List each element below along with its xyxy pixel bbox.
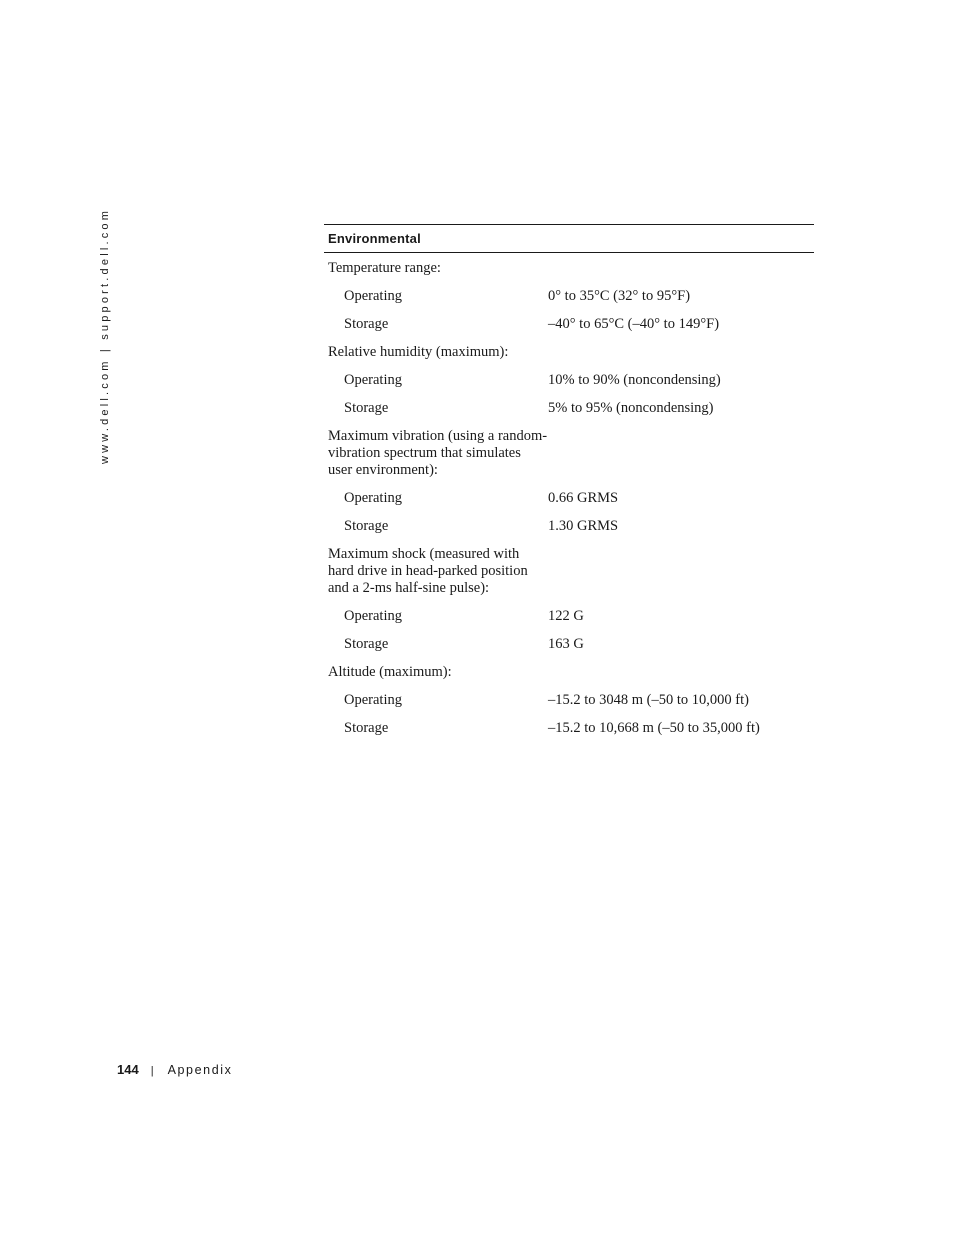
section-name: Appendix bbox=[167, 1063, 233, 1077]
table-row-humidity bbox=[324, 344, 814, 372]
page-number: 144 bbox=[117, 1062, 139, 1077]
table-row-altitude bbox=[324, 664, 814, 692]
row-label: Storage bbox=[344, 720, 389, 736]
table-row-humidity-operating bbox=[324, 372, 814, 400]
table-row-humidity-storage bbox=[324, 400, 814, 428]
table-row-altitude-operating bbox=[324, 692, 814, 720]
table-row-shock bbox=[324, 546, 814, 608]
row-value: 163 G bbox=[548, 636, 584, 652]
page-footer bbox=[117, 1062, 233, 1077]
row-label: Maximum shock (measured with hard drive in head-parked position and a 2-ms half-sine pulse): bbox=[328, 546, 528, 596]
row-label: Operating bbox=[344, 372, 402, 388]
row-label: Operating bbox=[344, 692, 402, 708]
row-label: Operating bbox=[344, 490, 402, 506]
row-label: Temperature range: bbox=[328, 260, 441, 276]
row-label: Maximum vibration (using a random-vibration spectrum that simulates user environment): bbox=[328, 428, 548, 478]
row-label: Storage bbox=[344, 400, 389, 416]
row-label: Relative humidity (maximum): bbox=[328, 344, 509, 360]
table-title: Environmental bbox=[324, 225, 814, 253]
table-row-altitude-storage bbox=[324, 720, 814, 748]
footer-separator: | bbox=[150, 1065, 154, 1077]
table-row-vibration bbox=[324, 428, 814, 490]
row-label: Altitude (maximum): bbox=[328, 664, 452, 680]
side-url-running-head: www.dell.com | support.dell.com bbox=[99, 207, 111, 464]
table-row-shock-operating bbox=[324, 608, 814, 636]
row-value bbox=[548, 428, 814, 490]
row-value: –15.2 to 3048 m (–50 to 10,000 ft) bbox=[548, 692, 749, 708]
row-label: Operating bbox=[344, 288, 402, 304]
row-value bbox=[548, 546, 814, 608]
table-row-temperature-range bbox=[324, 260, 814, 288]
row-value bbox=[548, 664, 814, 692]
row-value: 0° to 35°C (32° to 95°F) bbox=[548, 288, 691, 304]
table-body bbox=[324, 253, 814, 748]
row-value: 0.66 GRMS bbox=[548, 490, 619, 506]
table-row-vibration-storage bbox=[324, 518, 814, 546]
environmental-spec-table bbox=[324, 224, 814, 748]
row-value: 122 G bbox=[548, 608, 584, 624]
row-label: Storage bbox=[344, 316, 389, 332]
row-value bbox=[548, 260, 814, 288]
row-value: 10% to 90% (noncondensing) bbox=[548, 372, 721, 388]
row-value: –15.2 to 10,668 m (–50 to 35,000 ft) bbox=[548, 720, 760, 736]
table-row-vibration-operating bbox=[324, 490, 814, 518]
row-value: –40° to 65°C (–40° to 149°F) bbox=[548, 316, 720, 332]
table-row-temperature-operating bbox=[324, 288, 814, 316]
row-label: Storage bbox=[344, 518, 389, 534]
table-row-shock-storage bbox=[324, 636, 814, 664]
row-value: 1.30 GRMS bbox=[548, 518, 619, 534]
row-label: Operating bbox=[344, 608, 402, 624]
table-row-temperature-storage bbox=[324, 316, 814, 344]
row-label: Storage bbox=[344, 636, 389, 652]
row-value bbox=[548, 344, 814, 372]
row-value: 5% to 95% (noncondensing) bbox=[548, 400, 714, 416]
